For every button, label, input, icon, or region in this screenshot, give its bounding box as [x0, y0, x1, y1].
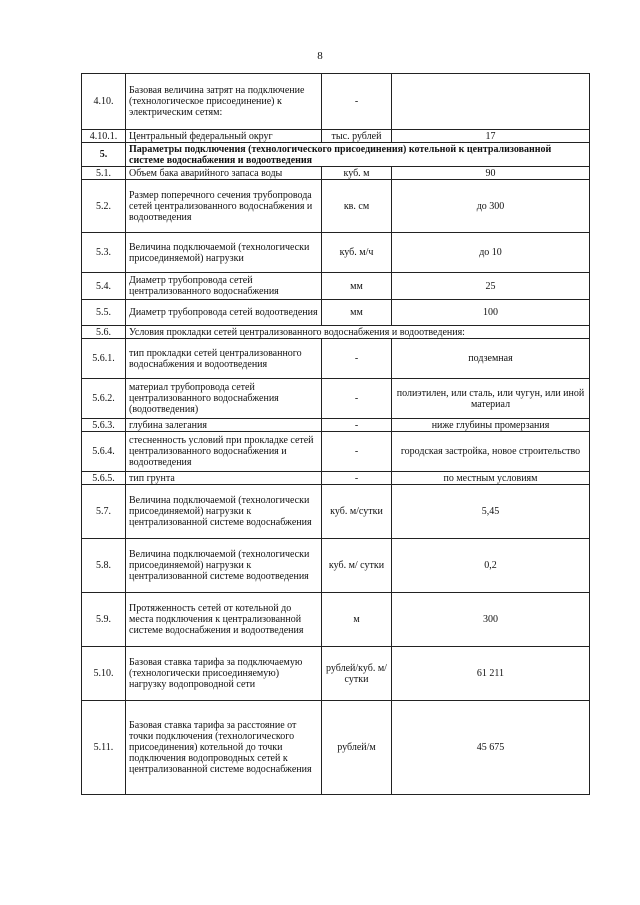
row-value: ниже глубины промерзания — [392, 419, 590, 432]
row-value: 25 — [392, 273, 590, 300]
row-description: Размер поперечного сечения трубопровода сетей централизованного водоснабжения и водоотведения — [126, 180, 322, 233]
page-number: 8 — [317, 50, 323, 62]
row-description: стесненность условий при прокладке сетей централизованного водоснабжения и водоотведения — [126, 432, 322, 472]
row-description: Центральный федеральный округ — [126, 130, 322, 143]
table-row — [82, 647, 590, 701]
row-description: тип прокладки сетей централизованного водоснабжения и водоотведения — [126, 339, 322, 379]
row-unit: мм — [322, 300, 392, 326]
row-description: Условия прокладки сетей централизованного водоснабжения и водоотведения: — [126, 326, 590, 339]
row-number: 4.10. — [82, 74, 126, 130]
row-value: до 300 — [392, 180, 590, 233]
row-number: 4.10.1. — [82, 130, 126, 143]
parameters-table — [81, 73, 590, 795]
row-unit: - — [322, 472, 392, 485]
row-number: 5.1. — [82, 167, 126, 180]
row-number: 5.3. — [82, 233, 126, 273]
row-description: Базовая величина затрят на подключение (технологическое присоединение) к электрическим сетям: — [126, 74, 322, 130]
row-value: 45 675 — [392, 701, 590, 795]
table-row — [82, 233, 590, 273]
row-unit: - — [322, 339, 392, 379]
row-description: Диаметр трубопровода сетей водоотведения — [126, 300, 322, 326]
row-unit: куб. м/сутки — [322, 485, 392, 539]
row-number: 5.10. — [82, 647, 126, 701]
table-row — [82, 379, 590, 419]
row-number: 5. — [82, 143, 126, 167]
row-value: до 10 — [392, 233, 590, 273]
row-description: Объем бака аварийного запаса воды — [126, 167, 322, 180]
row-number: 5.4. — [82, 273, 126, 300]
row-value — [392, 74, 590, 130]
row-description: тип грунта — [126, 472, 322, 485]
row-number: 5.7. — [82, 485, 126, 539]
row-number: 5.11. — [82, 701, 126, 795]
table-row — [82, 130, 590, 143]
row-number: 5.6.1. — [82, 339, 126, 379]
table-row — [82, 701, 590, 795]
row-value: 90 — [392, 167, 590, 180]
table-row — [82, 167, 590, 180]
row-unit: тыс. рублей — [322, 130, 392, 143]
row-unit: - — [322, 379, 392, 419]
row-value: 300 — [392, 593, 590, 647]
table-row — [82, 593, 590, 647]
table-row — [82, 74, 590, 130]
row-unit: рублей/м — [322, 701, 392, 795]
row-value: 100 — [392, 300, 590, 326]
section-title: Параметры подключения (технологического присоединения) котельной к централизованной системе водоснабжения и водоотведения — [126, 143, 590, 167]
row-value: городская застройка, новое строительство — [392, 432, 590, 472]
table-row — [82, 432, 590, 472]
row-number: 5.2. — [82, 180, 126, 233]
row-description: Базовая ставка тарифа за подключаемую (технологически присоединяемую) нагрузку водопроводной сети — [126, 647, 322, 701]
row-number: 5.6.2. — [82, 379, 126, 419]
row-unit: м — [322, 593, 392, 647]
row-number: 5.6. — [82, 326, 126, 339]
row-description: Величина подключаемой (технологически присоединяемой) нагрузки к централизованной системе водоотведения — [126, 539, 322, 593]
table-row — [82, 300, 590, 326]
row-description: Базовая ставка тарифа за расстояние от точки подключения (технологического присоединения) котельной до точки подключения водопроводных сетей к централизованной системе водоснабжения — [126, 701, 322, 795]
table-row — [82, 472, 590, 485]
row-description: Диаметр трубопровода сетей централизованного водоснабжения — [126, 273, 322, 300]
row-unit: куб. м/ сутки — [322, 539, 392, 593]
section-row — [82, 143, 590, 167]
row-description: глубина залегания — [126, 419, 322, 432]
row-number: 5.8. — [82, 539, 126, 593]
row-number: 5.9. — [82, 593, 126, 647]
row-unit: - — [322, 74, 392, 130]
row-value: полиэтилен, или сталь, или чугун, или иной материал — [392, 379, 590, 419]
table-row — [82, 419, 590, 432]
row-number: 5.6.4. — [82, 432, 126, 472]
table-row — [82, 339, 590, 379]
table-row — [82, 485, 590, 539]
row-description: Протяженность сетей от котельной до места подключения к централизованной системе водоснабжения и водоотведения — [126, 593, 322, 647]
table-row — [82, 326, 590, 339]
row-unit: - — [322, 419, 392, 432]
table-row — [82, 273, 590, 300]
row-unit: - — [322, 432, 392, 472]
table-row — [82, 539, 590, 593]
row-unit: куб. м/ч — [322, 233, 392, 273]
row-description: материал трубопровода сетей централизованного водоснабжения (водоотведения) — [126, 379, 322, 419]
row-number: 5.5. — [82, 300, 126, 326]
row-description: Величина подключаемой (технологически присоединяемой) нагрузки — [126, 233, 322, 273]
row-value: 61 211 — [392, 647, 590, 701]
row-unit: куб. м — [322, 167, 392, 180]
row-value: подземная — [392, 339, 590, 379]
row-unit: кв. см — [322, 180, 392, 233]
row-value: по местным условиям — [392, 472, 590, 485]
row-number: 5.6.5. — [82, 472, 126, 485]
row-description: Величина подключаемой (технологически присоединяемой) нагрузки к централизованной системе водоснабжения — [126, 485, 322, 539]
row-number: 5.6.3. — [82, 419, 126, 432]
row-value: 5,45 — [392, 485, 590, 539]
table-row — [82, 180, 590, 233]
row-unit: рублей/куб. м/сутки — [322, 647, 392, 701]
row-unit: мм — [322, 273, 392, 300]
row-value: 0,2 — [392, 539, 590, 593]
row-value: 17 — [392, 130, 590, 143]
